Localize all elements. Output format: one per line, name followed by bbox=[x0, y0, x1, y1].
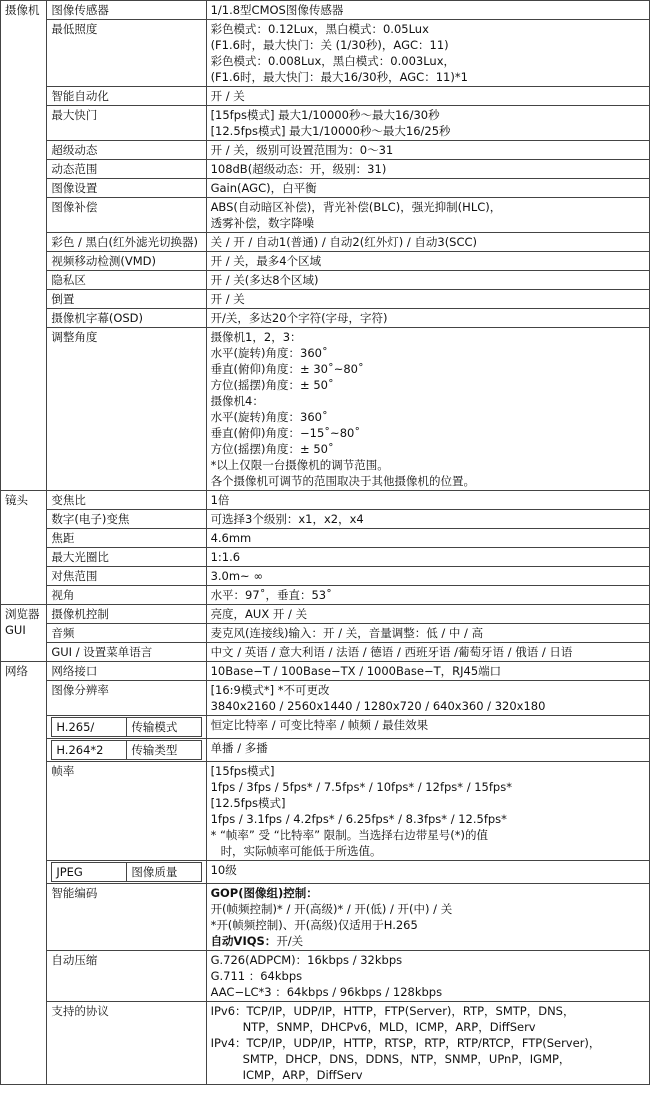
spec-label bbox=[47, 739, 206, 762]
spec-category bbox=[1, 605, 47, 662]
spec-value-line: 开/关，多达20个字符(字母，字符) bbox=[210, 311, 388, 325]
spec-category bbox=[1, 491, 47, 605]
spec-value-line: 水平(旋转)角度：360˚ bbox=[210, 346, 328, 360]
spec-value-line: Gain(AGC)，白平衡 bbox=[210, 181, 317, 195]
table-row bbox=[1, 510, 650, 529]
spec-value bbox=[206, 716, 649, 739]
spec-value-line: 4.6mm bbox=[210, 531, 252, 545]
spec-value-line: 1fps / 3fps / 5fps* / 7.5fps* / 10fps* / 12fps* / 15fps* bbox=[210, 780, 512, 794]
spec-value bbox=[206, 739, 649, 762]
spec-label: 视角 bbox=[47, 586, 206, 605]
spec-value bbox=[206, 1, 649, 20]
spec-value bbox=[206, 951, 649, 1002]
spec-value-line: 关 / 开 / 自动1(普通) / 自动2(红外灯) / 自动3(SCC) bbox=[210, 235, 478, 249]
spec-value bbox=[206, 271, 649, 290]
spec-value-line: 水平(旋转)角度：360˚ bbox=[210, 410, 328, 424]
table-row bbox=[1, 716, 650, 739]
spec-value-line: 摄像机1，2，3： bbox=[210, 330, 302, 344]
spec-value-line: 方位(摇摆)角度：± 50˚ bbox=[210, 378, 334, 392]
viqs-value: 开/关 bbox=[276, 934, 304, 948]
spec-label: 图像补偿 bbox=[47, 198, 206, 233]
table-row bbox=[1, 739, 650, 762]
table-row bbox=[1, 309, 650, 328]
table-row bbox=[1, 290, 650, 309]
jpeg-sub-label: 图像质量 bbox=[127, 863, 201, 882]
spec-label bbox=[47, 861, 206, 884]
codec-sub-table bbox=[51, 717, 201, 737]
table-row bbox=[1, 491, 650, 510]
spec-label: 超级动态 bbox=[47, 141, 206, 160]
gop-title: GOP(图像组)控制： bbox=[210, 886, 318, 900]
table-row bbox=[1, 271, 650, 290]
spec-value bbox=[206, 233, 649, 252]
spec-value bbox=[206, 1002, 649, 1085]
table-row bbox=[1, 951, 650, 1002]
spec-value-line: 开 / 关(多达8个区域) bbox=[210, 273, 319, 287]
spec-label: 帧率 bbox=[47, 762, 206, 861]
spec-value-line: IPv6：TCP/IP，UDP/IP，HTTP，FTP(Server)，RTP，SMTP，DNS， bbox=[210, 1004, 575, 1018]
spec-label: 焦距 bbox=[47, 529, 206, 548]
spec-label: 隐私区 bbox=[47, 271, 206, 290]
table-row bbox=[1, 762, 650, 861]
table-row bbox=[1, 87, 650, 106]
spec-value-line: IPv4：TCP/IP，UDP/IP，HTTP，RTSP，RTP，RTP/RTCP，FTP(Server)， bbox=[210, 1036, 601, 1050]
table-row bbox=[1, 662, 650, 681]
spec-value-line: [12.5fps模式] bbox=[210, 796, 286, 810]
spec-value-line: 垂直(俯仰)角度：−15˚~80˚ bbox=[210, 426, 361, 440]
spec-value-line: 各个摄像机可调节的范围取决于其他摄像机的位置。 bbox=[210, 474, 476, 488]
spec-value-line: 3.0m~ ∞ bbox=[210, 569, 263, 583]
spec-value-line: 3840x2160 / 2560x1440 / 1280x720 / 640x360 / 320x180 bbox=[210, 699, 546, 713]
spec-value bbox=[206, 586, 649, 605]
codec-label: H.265/ bbox=[52, 718, 127, 737]
table-row bbox=[1, 643, 650, 662]
spec-value bbox=[206, 762, 649, 861]
spec-label: 音频 bbox=[47, 624, 206, 643]
spec-value bbox=[206, 681, 649, 716]
table-row bbox=[1, 179, 650, 198]
spec-label bbox=[47, 716, 206, 739]
table-row bbox=[1, 861, 650, 884]
spec-value-line: 彩色模式：0.12Lux，黑白模式：0.05Lux bbox=[210, 22, 429, 36]
spec-label: 调整角度 bbox=[47, 328, 206, 491]
spec-value bbox=[206, 884, 649, 951]
spec-category bbox=[1, 662, 47, 1085]
spec-value bbox=[206, 20, 649, 87]
spec-value-line: 透雾补偿，数字降噪 bbox=[210, 216, 315, 230]
spec-label: 图像分辨率 bbox=[47, 681, 206, 716]
spec-label: 彩色 / 黑白(红外滤光切换器) bbox=[47, 233, 206, 252]
spec-value bbox=[206, 328, 649, 491]
table-row bbox=[1, 605, 650, 624]
spec-label: 摄像机字幕(OSD) bbox=[47, 309, 206, 328]
table-row bbox=[1, 1, 650, 20]
spec-label: 网络接口 bbox=[47, 662, 206, 681]
spec-value-line: ICMP，ARP，DiffServ bbox=[242, 1068, 363, 1082]
spec-value bbox=[206, 179, 649, 198]
spec-label: 智能自动化 bbox=[47, 87, 206, 106]
spec-label: 自动压缩 bbox=[47, 951, 206, 1002]
table-row bbox=[1, 529, 650, 548]
spec-value-line: AAC−LC*3 ：64kbps / 96kbps / 128kbps bbox=[210, 985, 443, 999]
spec-value-line: 开 / 关，级别可设置范围为：0～31 bbox=[210, 143, 394, 157]
spec-value bbox=[206, 662, 649, 681]
spec-value-line: 垂直(俯仰)角度：± 30˚~80˚ bbox=[210, 362, 364, 376]
table-row bbox=[1, 20, 650, 87]
spec-value bbox=[206, 624, 649, 643]
spec-category-label: 浏览器 bbox=[5, 607, 40, 621]
table-row bbox=[1, 567, 650, 586]
spec-value bbox=[206, 510, 649, 529]
spec-value-line: *以上仅限一台摄像机的调节范围。 bbox=[210, 458, 389, 472]
spec-label: 数字(电子)变焦 bbox=[47, 510, 206, 529]
spec-value-line: 水平：97˚，垂直：53˚ bbox=[210, 588, 332, 602]
spec-label: 最大快门 bbox=[47, 106, 206, 141]
spec-value-line: [15fps模式] 最大1/10000秒～最大16/30秒 bbox=[210, 108, 440, 122]
codec-label: H.264*2 bbox=[52, 741, 127, 760]
table-row bbox=[1, 1002, 650, 1085]
spec-label: 变焦比 bbox=[47, 491, 206, 510]
spec-category-label: GUI bbox=[5, 623, 26, 637]
spec-value-line: 1fps / 3.1fps / 4.2fps* / 6.25fps* / 8.3fps* / 12.5fps* bbox=[210, 812, 507, 826]
spec-value bbox=[206, 605, 649, 624]
spec-label: 摄像机控制 bbox=[47, 605, 206, 624]
spec-value-line: 10Base−T / 100Base−TX / 1000Base−T，RJ45端口 bbox=[210, 664, 502, 678]
spec-value-line: 开 / 关 bbox=[210, 292, 245, 306]
spec-label: 图像传感器 bbox=[47, 1, 206, 20]
codec-sub-label: 传输模式 bbox=[127, 718, 201, 737]
spec-value bbox=[206, 529, 649, 548]
spec-value bbox=[206, 309, 649, 328]
spec-value bbox=[206, 861, 649, 884]
table-row bbox=[1, 884, 650, 951]
spec-value bbox=[206, 567, 649, 586]
spec-value bbox=[206, 87, 649, 106]
spec-value bbox=[206, 643, 649, 662]
spec-value bbox=[206, 548, 649, 567]
spec-value-line: * “帧率” 受 “比特率” 限制。当选择右边带星号(*)的值 bbox=[210, 828, 488, 842]
spec-label: GUI / 设置菜单语言 bbox=[47, 643, 206, 662]
viqs-label: 自动VIQS： bbox=[210, 934, 277, 948]
jpeg-label: JPEG bbox=[52, 863, 127, 882]
spec-value-line: [12.5fps模式] 最大1/10000秒～最大16/25秒 bbox=[210, 124, 451, 138]
spec-value-line: *开(帧频控制)、开(高级)仅适用于H.265 bbox=[210, 918, 418, 932]
table-row bbox=[1, 252, 650, 271]
spec-value-line: 摄像机4： bbox=[210, 394, 264, 408]
spec-value-line: 中文 / 英语 / 意大利语 / 法语 / 德语 / 西班牙语 /葡萄牙语 / 俄语 / 日语 bbox=[210, 645, 573, 659]
spec-value-line: SMTP，DHCP，DNS，DDNS，NTP，SNMP，UPnP，IGMP， bbox=[242, 1052, 571, 1066]
table-row bbox=[1, 198, 650, 233]
spec-value-line: 开(帧频控制)* / 开(高级)* / 开(低) / 开(中) / 关 bbox=[210, 902, 453, 916]
table-row bbox=[1, 160, 650, 179]
spec-value bbox=[206, 198, 649, 233]
spec-value-line: ABS(自动暗区补偿)，背光补偿(BLC)，强光抑制(HLC)， bbox=[210, 200, 502, 214]
spec-label: 倒置 bbox=[47, 290, 206, 309]
spec-value-line: 开 / 关 bbox=[210, 89, 245, 103]
spec-label: 对焦范围 bbox=[47, 567, 206, 586]
spec-value bbox=[206, 290, 649, 309]
table-row bbox=[1, 586, 650, 605]
spec-value-line: [15fps模式] bbox=[210, 764, 275, 778]
spec-category-label: 网络 bbox=[5, 664, 28, 678]
spec-label: 最大光圈比 bbox=[47, 548, 206, 567]
table-row bbox=[1, 548, 650, 567]
spec-value-line: 麦克风(连接线)输入：开 / 关，音量调整：低 / 中 / 高 bbox=[210, 626, 484, 640]
spec-value-line: 单播 / 多播 bbox=[210, 741, 268, 755]
spec-value-line: 彩色模式：0.008Lux，黑白模式：0.003Lux， bbox=[210, 54, 456, 68]
spec-value-line: 开 / 关，最多4个区域 bbox=[210, 254, 322, 268]
spec-value-line: (F1.6时，最大快门：最大16/30秒，AGC：11)*1 bbox=[210, 70, 468, 84]
spec-value-line: G.711 ：64kbps bbox=[210, 969, 303, 983]
spec-value-line: 时，实际帧率可能低于所选值。 bbox=[220, 844, 382, 858]
table-row bbox=[1, 233, 650, 252]
spec-category-label: 摄像机 bbox=[5, 3, 40, 17]
spec-value-line: 1倍 bbox=[210, 493, 230, 507]
spec-label: 动态范围 bbox=[47, 160, 206, 179]
spec-value-line: (F1.6时，最大快门：关 (1/30秒)，AGC：11) bbox=[210, 38, 449, 52]
spec-value-line: 10级 bbox=[210, 863, 237, 877]
spec-label: 图像设置 bbox=[47, 179, 206, 198]
spec-value bbox=[206, 252, 649, 271]
codec-sub-label: 传输类型 bbox=[127, 741, 201, 760]
spec-value-line: 1:1.6 bbox=[210, 550, 241, 564]
spec-value-line: 108dB(超级动态：开，级别：31) bbox=[210, 162, 387, 176]
jpeg-sub-table bbox=[51, 862, 201, 882]
table-row bbox=[1, 328, 650, 491]
spec-value bbox=[206, 106, 649, 141]
spec-label: 视频移动检测(VMD) bbox=[47, 252, 206, 271]
spec-value bbox=[206, 141, 649, 160]
spec-value-line: NTP，SNMP，DHCPv6，MLD，ICMP，ARP，DiffServ bbox=[242, 1020, 536, 1034]
spec-value bbox=[206, 160, 649, 179]
spec-value-line: 亮度，AUX 开 / 关 bbox=[210, 607, 308, 621]
table-row bbox=[1, 141, 650, 160]
codec-sub-table bbox=[51, 740, 201, 760]
spec-value-line: [16:9模式*] *不可更改 bbox=[210, 683, 330, 697]
spec-category bbox=[1, 1, 47, 491]
spec-value-line: 方位(摇摆)角度：± 50˚ bbox=[210, 442, 334, 456]
spec-category-label: 镜头 bbox=[5, 493, 28, 507]
spec-value-line: G.726(ADPCM)：16kbps / 32kbps bbox=[210, 953, 403, 967]
table-row bbox=[1, 624, 650, 643]
spec-value bbox=[206, 491, 649, 510]
spec-label: 支持的协议 bbox=[47, 1002, 206, 1085]
viqs-line bbox=[211, 933, 645, 949]
spec-value-line: 恒定比特率 / 可变比特率 / 帧频 / 最佳效果 bbox=[210, 718, 429, 732]
spec-value-line: 可选择3个级别：x1，x2，x4 bbox=[210, 512, 364, 526]
spec-label: 最低照度 bbox=[47, 20, 206, 87]
table-row bbox=[1, 106, 650, 141]
spec-label: 智能编码 bbox=[47, 884, 206, 951]
table-row bbox=[1, 681, 650, 716]
spec-value-line: 1/1.8型CMOS图像传感器 bbox=[210, 3, 344, 17]
